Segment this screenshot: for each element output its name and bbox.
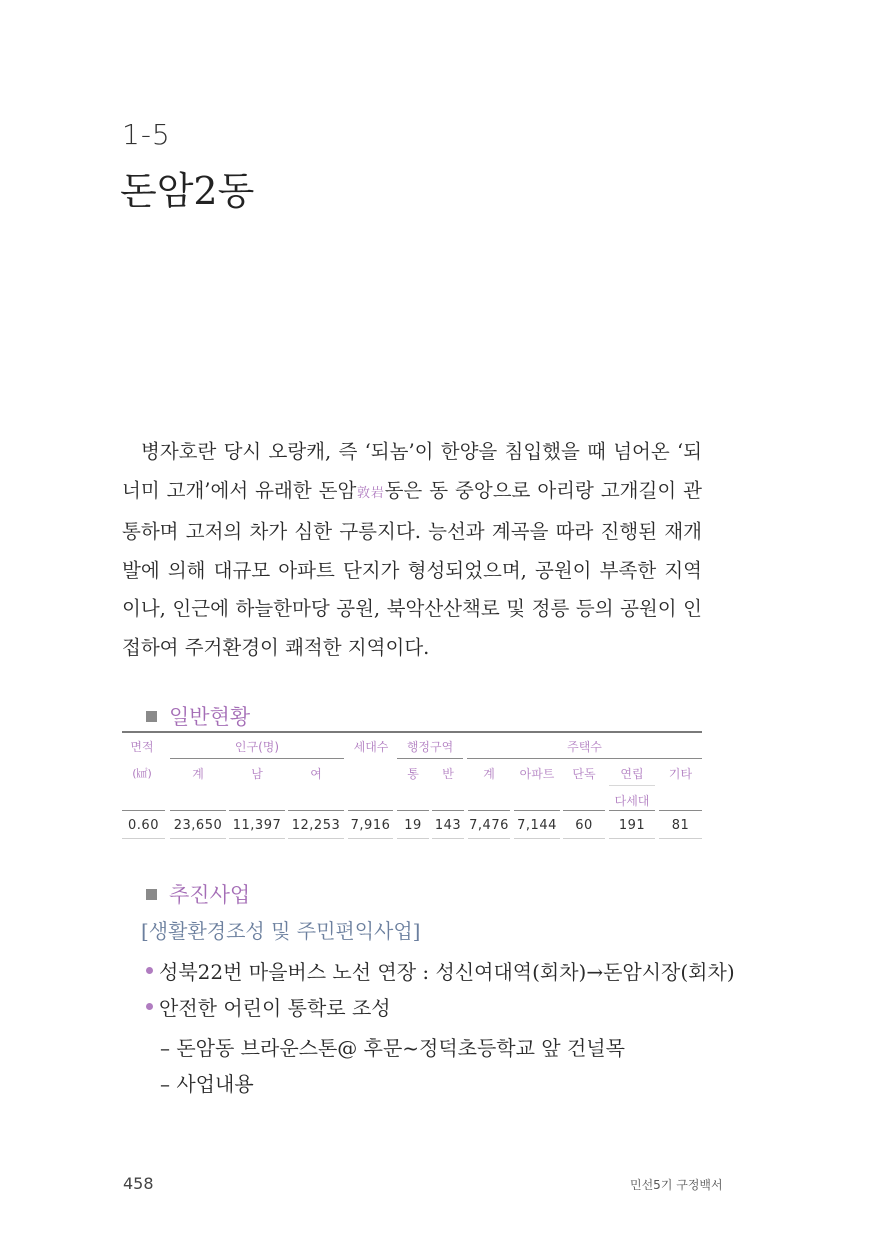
value-rowhouse: 191	[618, 818, 646, 833]
section-number: 1-5	[122, 118, 171, 151]
header-apartment: 아파트	[519, 767, 555, 781]
bullet-dot-icon	[146, 967, 153, 974]
population-group-rule	[170, 758, 344, 759]
list-item-text: 성북22번 마을버스 노선 연장 : 성신여대역(회차)→돈암시장(회차)	[159, 960, 735, 984]
col-rule	[432, 810, 464, 811]
header-tong: 통	[407, 767, 419, 781]
value-other: 81	[671, 818, 690, 833]
value-pop-male: 11,397	[232, 818, 282, 833]
square-bullet-icon	[146, 711, 157, 722]
bottom-rule	[468, 838, 510, 839]
value-pop-female: 12,253	[291, 818, 341, 833]
value-area: 0.60	[128, 818, 159, 833]
bullet-dot-icon	[146, 1003, 153, 1010]
projects-label: 추진사업	[169, 883, 251, 907]
header-area-unit: (㎢)	[132, 767, 152, 780]
header-pop-total: 계	[192, 767, 204, 781]
col-rule	[659, 810, 702, 811]
header-area: 면적	[130, 740, 154, 754]
bottom-rule	[348, 838, 393, 839]
bottom-rule	[229, 838, 285, 839]
square-bullet-icon	[146, 889, 157, 900]
general-status-heading	[146, 701, 250, 731]
intro-text-2: 동은 동 중앙으로 아리랑 고개길이 관통하며 고저의 차가 심한 구릉지다. 능선과 계곡을 따라 진행된 재개발에 의해 대규모 아파트 단지가 형성되었으며, 공원이 부족한 지역이나, 인근에 하늘한마당 공원, 북악산산책로 및 정릉 등의 공원이 인접하여 주거환경이 쾌적한 지역이다.	[122, 478, 702, 659]
value-ban: 143	[434, 818, 462, 833]
intro-text-1: 병자호란 당시 오랑캐, 즉 ‘되놈’이 한양을 침입했을 때 넘어온 ‘되너미 고개’에서 유래한 돈암	[122, 440, 702, 502]
header-house-total: 계	[483, 767, 495, 781]
stats-table	[122, 731, 702, 841]
value-households: 7,916	[350, 818, 391, 833]
col-rule	[122, 810, 165, 811]
col-rule	[609, 810, 655, 811]
header-other: 기타	[668, 767, 693, 781]
admin-group-rule	[397, 758, 463, 759]
list-item	[146, 956, 735, 985]
bottom-rule	[563, 838, 605, 839]
col-rule	[229, 810, 285, 811]
list-item	[146, 992, 391, 1021]
col-rule	[468, 810, 510, 811]
value-tong: 19	[404, 818, 422, 833]
header-population: 인구(명)	[234, 740, 280, 754]
header-ban: 반	[442, 767, 454, 781]
intro-paragraph	[122, 433, 702, 667]
sub-list-item: – 돈암동 브라운스톤@ 후문~정덕초등학교 앞 건널목	[160, 1036, 625, 1060]
header-multiunit: 다세대	[614, 794, 650, 808]
col-rule	[397, 810, 429, 811]
rowhouse-split-rule	[609, 785, 655, 786]
bottom-rule	[122, 838, 165, 839]
page-number: 458	[123, 1174, 154, 1193]
table-top-rule	[122, 731, 702, 733]
header-pop-female: 여	[310, 767, 322, 781]
bottom-rule	[659, 838, 702, 839]
header-housing: 주택수	[567, 740, 602, 754]
col-rule	[170, 810, 226, 811]
value-apartment: 7,144	[517, 818, 557, 833]
general-status-label: 일반현황	[169, 705, 251, 729]
housing-group-rule	[467, 758, 702, 759]
bottom-rule	[514, 838, 560, 839]
col-rule	[348, 810, 393, 811]
bottom-rule	[170, 838, 226, 839]
running-title: 민선5기 구정백서	[630, 1178, 723, 1192]
bottom-rule	[397, 838, 429, 839]
sub-list-item: – 사업내용	[160, 1072, 254, 1096]
section-title: 돈암2동	[120, 169, 255, 213]
header-admin: 행정구역	[406, 740, 454, 754]
projects-heading	[146, 879, 250, 909]
value-detached: 60	[575, 818, 593, 833]
list-item-text: 안전한 어린이 통학로 조성	[159, 996, 391, 1020]
header-detached: 단독	[572, 767, 596, 781]
col-rule	[514, 810, 560, 811]
header-rowhouse: 연립	[620, 767, 644, 781]
header-households: 세대수	[353, 740, 389, 754]
col-rule	[288, 810, 344, 811]
projects-subtitle: [생활환경조성 및 주민편익사업]	[141, 919, 421, 943]
bottom-rule	[288, 838, 344, 839]
bottom-rule	[609, 838, 655, 839]
value-house-total: 7,476	[469, 818, 509, 833]
value-pop-total: 23,650	[173, 818, 223, 833]
header-pop-male: 남	[251, 767, 263, 781]
col-rule	[563, 810, 605, 811]
bottom-rule	[432, 838, 464, 839]
hanja-annotation: 敦岩	[356, 485, 385, 501]
